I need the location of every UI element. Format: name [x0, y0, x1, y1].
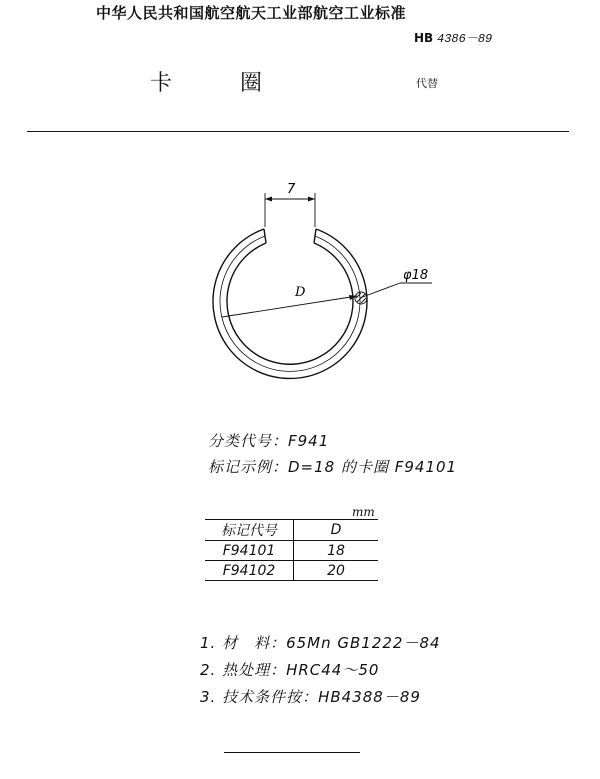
marking-example: 标记示例：D=18 的卡圈 F94101: [208, 458, 458, 476]
diameter-line: [222, 296, 357, 317]
cell-code: F94101: [205, 541, 294, 561]
table-unit: mm: [352, 505, 375, 519]
dim-wire-label: φ18: [403, 268, 429, 283]
note-material: 1. 材 料：65Mn GB1222－84: [200, 634, 441, 652]
ring-inner-arc: [227, 243, 353, 364]
ring-outer-arc: [213, 229, 367, 378]
issuing-organization: 中华人民共和国航空航天工业部航空工业标准: [96, 4, 407, 22]
table-row: [205, 541, 378, 561]
spec-table: [205, 519, 378, 581]
arrow-width-left: [265, 197, 272, 202]
table-header-row: [205, 520, 378, 541]
cell-code: F94102: [205, 561, 294, 581]
arrow-width-right: [308, 197, 315, 202]
document-title: 卡圈: [150, 71, 331, 96]
note-technical-conditions: 3. 技术条件按：HB4388－89: [200, 688, 421, 706]
cell-d: 20: [294, 561, 379, 581]
replaces-label: 代替: [416, 77, 438, 90]
ring-mid-arc: [220, 236, 360, 371]
end-line: [224, 752, 360, 753]
standard-code: HB: [414, 31, 434, 45]
dim-diameter-label: D: [295, 285, 306, 300]
header-d: D: [294, 520, 379, 541]
standard-number-value: 4386－89: [437, 32, 493, 46]
header-marking-code: 标记代号: [205, 520, 294, 541]
table-row: [205, 561, 378, 581]
dim-width-label: 7: [287, 182, 296, 197]
classification-code: 分类代号：F941: [208, 432, 330, 450]
gap-edge-left: [264, 229, 266, 243]
cell-d: 18: [294, 541, 379, 561]
wire-section-hatch: [355, 292, 367, 304]
gap-edge-right: [314, 229, 316, 243]
note-heat-treatment: 2. 热处理：HRC44～50: [200, 661, 380, 679]
